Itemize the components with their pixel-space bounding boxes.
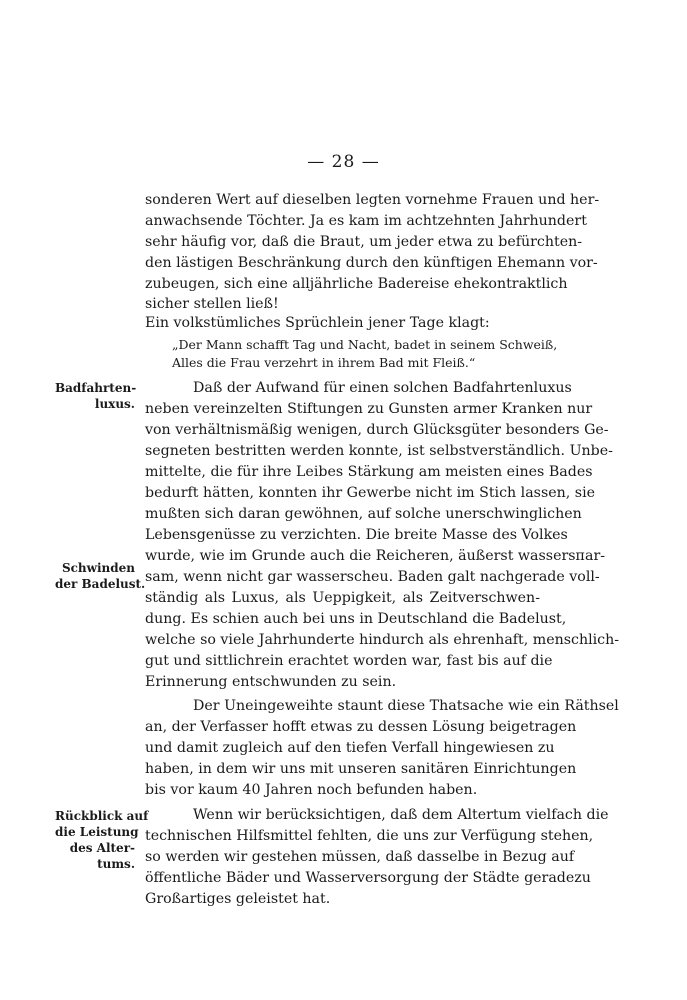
- quote-line: Alles die Frau verzehrt in ihrem Bad mit Fleiß.“: [172, 355, 476, 370]
- body-line: segneten bestritten werden konnte, ist selbstverständlich. Unbe-: [145, 443, 613, 459]
- body-line: dung. Es schien auch bei uns in Deutschland die Badelust,: [145, 611, 567, 627]
- margin-note-line: tums.: [97, 857, 135, 871]
- body-line: mittelte, die für ihre Leibes Stärkung am meisten eines Bades: [145, 464, 593, 480]
- quote-line: „Der Mann schafft Tag und Nacht, badet in seinem Schweiß,: [172, 337, 558, 352]
- margin-note: [55, 808, 149, 872]
- body-line: Ein volkstümliches Sprüchlein jener Tage klagt:: [145, 315, 490, 331]
- body-line: mußten sich daran gewöhnen, auf solche unerschwinglichen: [145, 506, 582, 522]
- body-line: anwachsende Töchter. Ja es kam im achtzehnten Jahrhundert: [145, 213, 587, 229]
- body-line: sicher stellen ließ!: [145, 296, 279, 312]
- margin-note-line: Badfahrten-: [55, 381, 137, 395]
- body-line: welche so viele Jahrhunderte hindurch als ehrenhaft, menschlich-: [145, 632, 620, 648]
- body-line: öffentliche Bäder und Wasserversorgung der Städte geradezu: [145, 870, 591, 886]
- body-line: haben, in dem wir uns mit unseren sanitären Einrichtungen: [145, 761, 577, 777]
- margin-note-line: die Leistung: [55, 825, 139, 839]
- margin-note-line: des Alter-: [69, 841, 135, 855]
- body-line: von verhältnismäßig wenigen, durch Glücksgüter besonders Ge-: [145, 422, 609, 438]
- body-line: Erinnerung entschwunden zu sein.: [145, 674, 397, 690]
- body-line: ständig als Luxus, als Ueppigkeit, als Zeitverschwen-: [145, 590, 540, 606]
- body-line: sehr häufig vor, daß die Braut, um jeder etwa zu befürchten-: [145, 234, 583, 250]
- body-line: Der Uneingeweihte staunt diese Thatsache wie ein Räthsel: [193, 698, 619, 714]
- body-line: Wenn wir berücksichtigen, daß dem Altertum vielfach die: [193, 807, 609, 823]
- body-line: den lästigen Beschränkung durch den künftigen Ehemann vor-: [145, 255, 598, 271]
- body-line: so werden wir gestehen müssen, daß dasselbe in Bezug auf: [145, 849, 575, 865]
- body-line: neben vereinzelten Stiftungen zu Gunsten armer Kranken nur: [145, 401, 593, 417]
- margin-note-line: Schwinden: [61, 561, 135, 575]
- body-line: Daß der Aufwand für einen solchen Badfahrtenluxus: [193, 380, 572, 396]
- margin-note: [55, 560, 146, 592]
- page-number: — 28 —: [307, 152, 380, 172]
- margin-note-line: Rückblick auf: [55, 809, 149, 823]
- body-line: und damit zugleich auf den tiefen Verfall hingewiesen zu: [145, 740, 555, 756]
- body-line: bis vor kaum 40 Jahren noch befunden haben.: [145, 782, 478, 798]
- body-line: bedurft hätten, konnten ihr Gewerbe nicht im Stich lassen, sie: [145, 485, 596, 501]
- margin-note: [55, 380, 135, 412]
- body-line: sonderen Wert auf dieselben legten vornehme Frauen und her-: [145, 192, 600, 208]
- body-line: technischen Hilfsmittel fehlten, die uns zur Verfügung stehen,: [145, 828, 594, 844]
- margin-note-line: luxus.: [94, 397, 135, 411]
- margin-note-line: der Badelust.: [55, 577, 146, 591]
- body-line: zubeugen, sich eine alljährliche Badereise ehekontraktlich: [145, 276, 568, 292]
- body-line: Großartiges geleistet hat.: [145, 891, 331, 907]
- body-line: Lebensgenüsse zu verzichten. Die breite Masse des Volkes: [145, 527, 568, 543]
- body-line: sam, wenn nicht gar wasserscheu. Baden galt nachgerade voll-: [145, 569, 600, 585]
- body-line: wurde, wie im Grunde auch die Reicheren, äußerst wassersпar-: [145, 548, 606, 564]
- body-line: gut und sittlichrein erachtet worden war, fast bis auf die: [145, 653, 553, 669]
- body-line: an, der Verfasser hofft etwas zu dessen Lösung beigetragen: [145, 719, 577, 735]
